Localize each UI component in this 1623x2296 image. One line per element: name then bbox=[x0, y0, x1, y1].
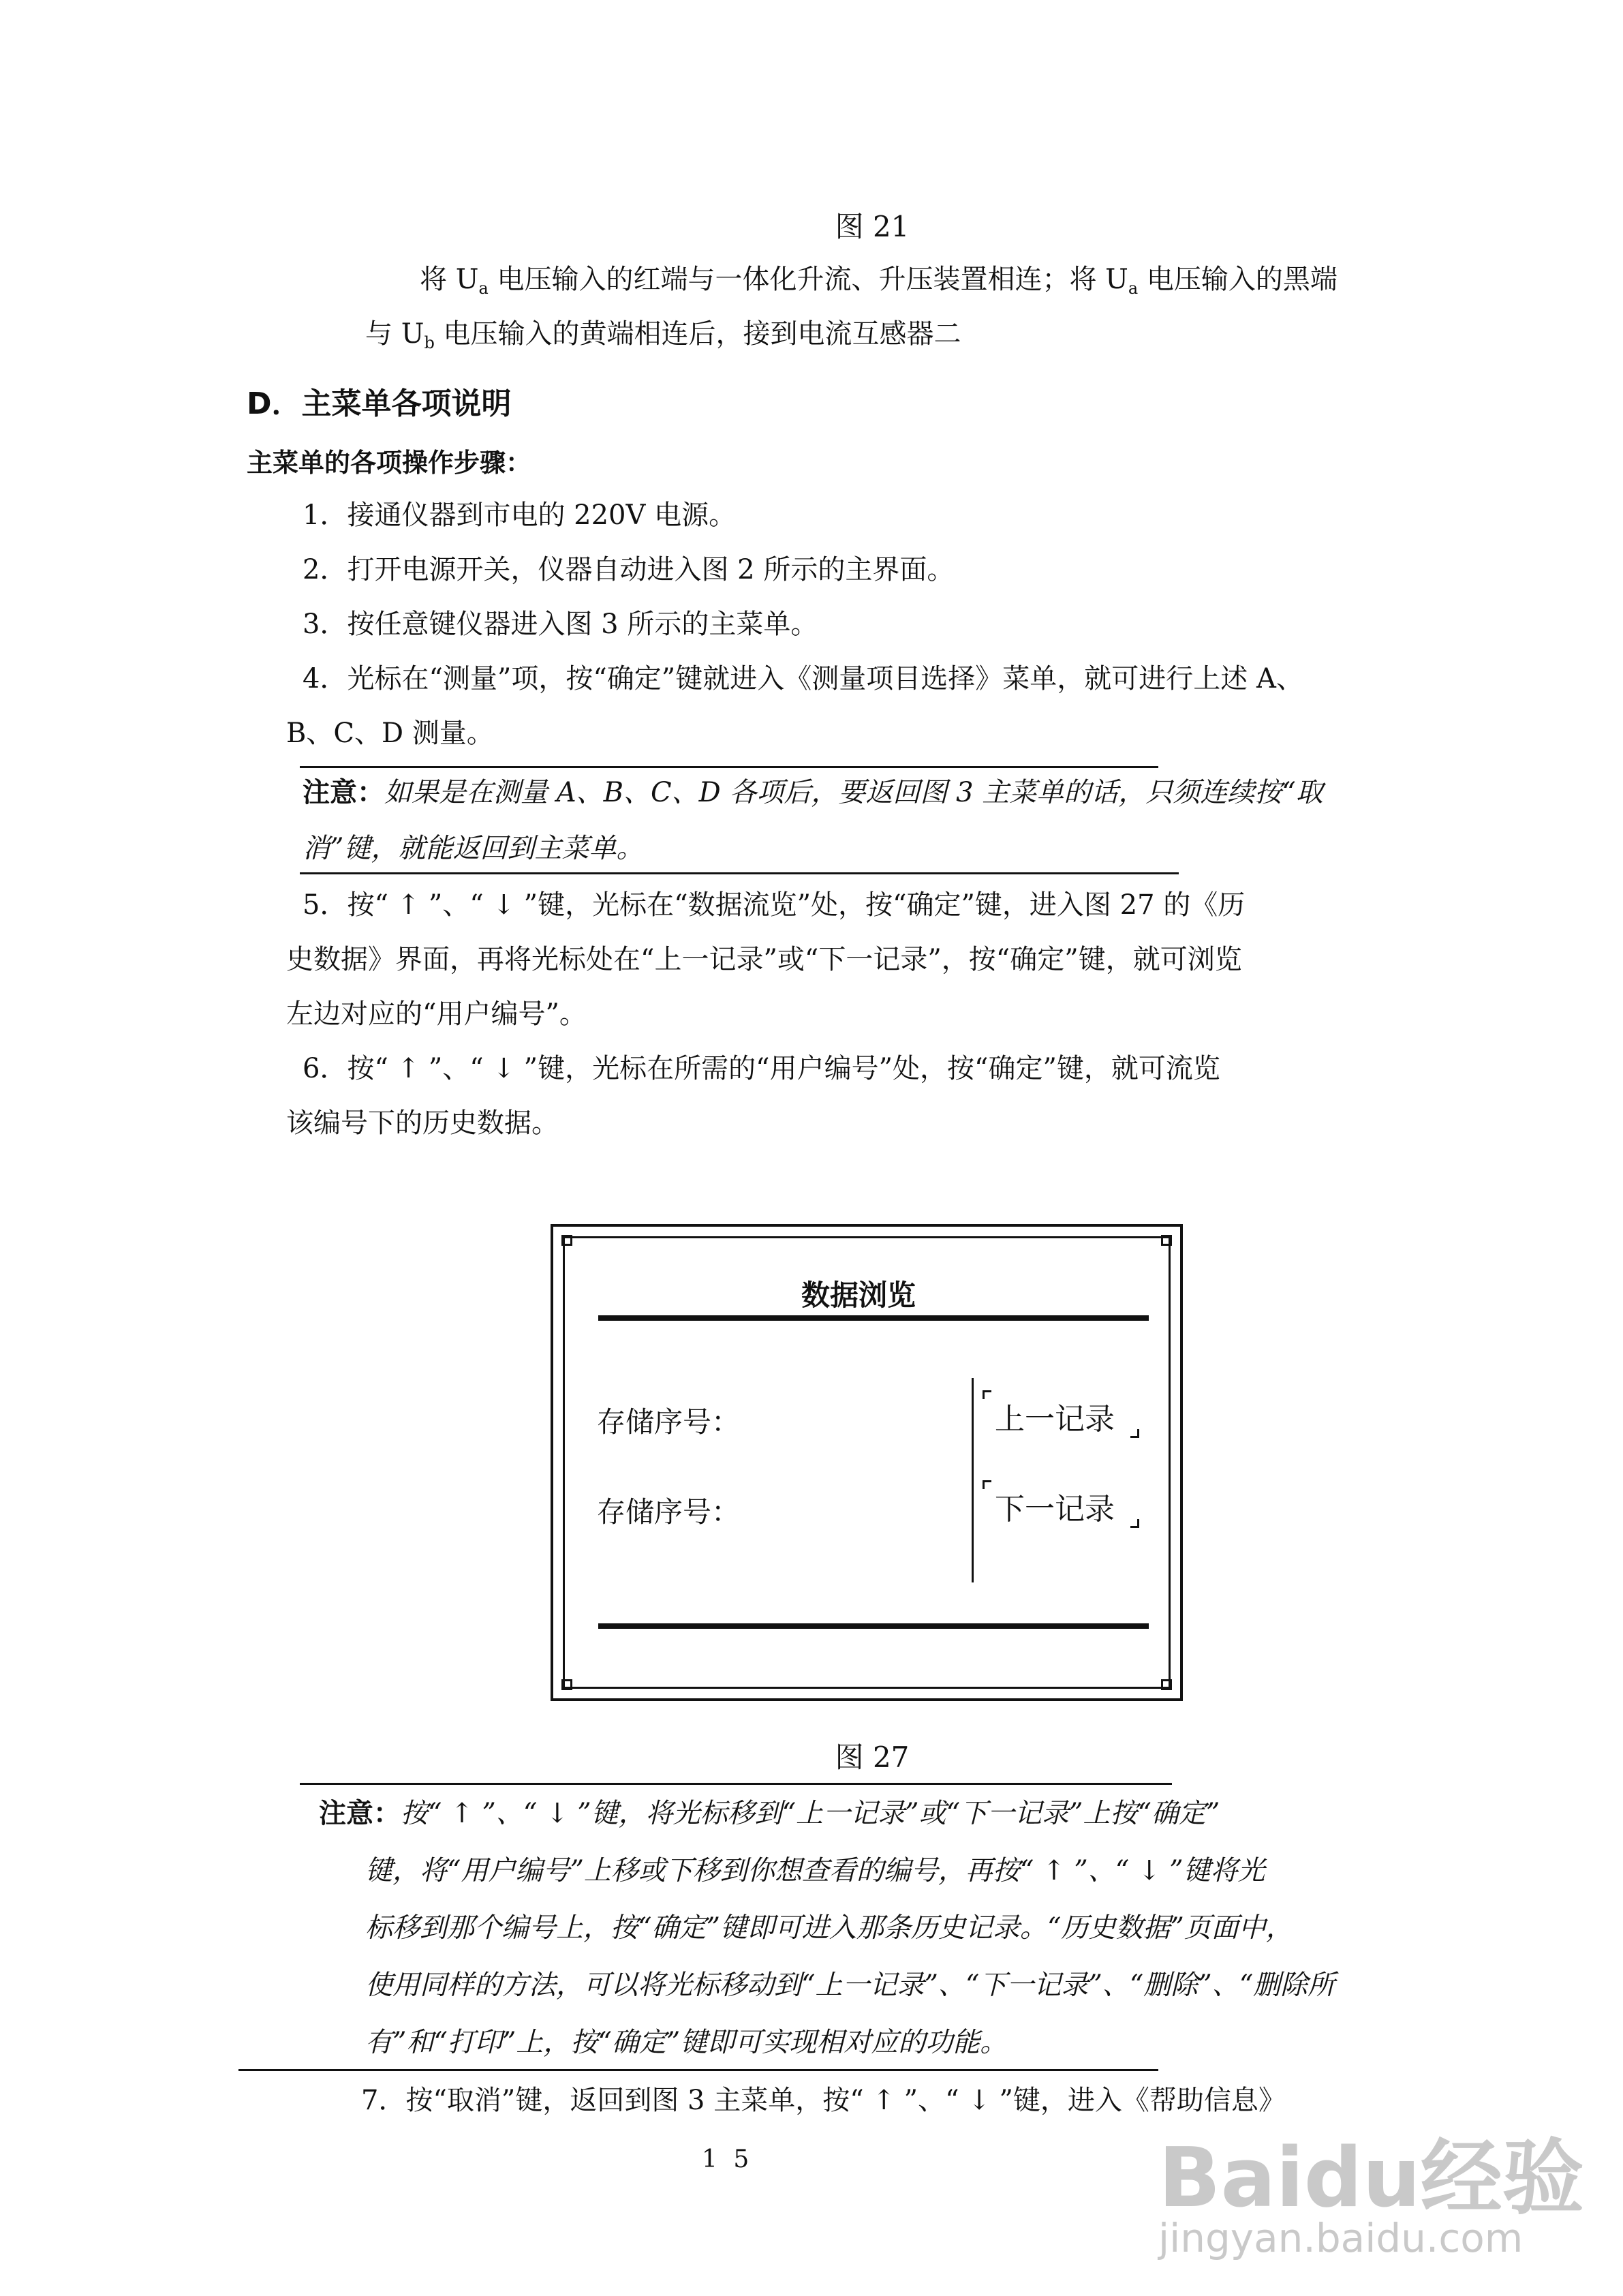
text-span: 电压输入的红端与一体化升流、升压装置相连；将 U bbox=[488, 264, 1128, 295]
corner-ornament bbox=[559, 1672, 579, 1693]
step-5-line-1: 5．按“ ↑ ”、“ ↓ ”键，光标在“数据流览”处，按“确定”键，进入图 27 的《历 bbox=[303, 889, 1246, 921]
screen-divider bbox=[972, 1378, 974, 1582]
corner-ornament bbox=[1154, 1232, 1175, 1253]
storage-number-label-2: 存储序号： bbox=[597, 1495, 741, 1529]
corner-ornament bbox=[559, 1232, 579, 1253]
step-3: 3．按任意键仪器进入图 3 所示的主菜单。 bbox=[303, 609, 818, 640]
section-heading: D．主菜单各项说明 bbox=[247, 386, 512, 421]
step-4-line-1: 4．光标在“测量”项，按“确定”键就进入《测量项目选择》菜单，就可进行上述 A、 bbox=[303, 663, 1303, 694]
note-2-line-4: 使用同样的方法，可以将光标移动到“上一记录”、“下一记录”、“删除”、“删除所 bbox=[365, 1970, 1335, 2001]
watermark-url: jingyan.baidu.com bbox=[1158, 2215, 1524, 2261]
step-6-line-1: 6．按“ ↑ ”、“ ↓ ”键，光标在所需的“用户编号”处，按“确定”键，就可流览 bbox=[303, 1053, 1220, 1084]
step-2: 2．打开电源开关，仪器自动进入图 2 所示的主界面。 bbox=[303, 554, 955, 585]
paragraph-ua-line-2 bbox=[365, 315, 961, 362]
step-5-line-2: 史数据》界面，再将光标处在“上一记录”或“下一记录”，按“确定”键，就可浏览 bbox=[286, 944, 1242, 975]
corner-square bbox=[1161, 1235, 1172, 1246]
page-number: 1 5 bbox=[702, 2145, 754, 2173]
note-2-line-2: 键，将“用户编号”上移或下移到你想查看的编号，再按“ ↑ ”、“ ↓ ”键将光 bbox=[365, 1855, 1265, 1886]
bracket-corner bbox=[1130, 1519, 1139, 1528]
subheading: 主菜单的各项操作步骤： bbox=[247, 448, 532, 478]
step-5-line-3: 左边对应的“用户编号”。 bbox=[286, 998, 587, 1030]
screen-bottom-rule bbox=[598, 1623, 1149, 1629]
text-span: 将 U bbox=[420, 264, 479, 295]
text-span: 电压输入的黄端相连后，接到电流互感器二 bbox=[434, 318, 961, 350]
note-top-rule bbox=[300, 1783, 1172, 1785]
subscript: b bbox=[424, 333, 435, 352]
figure-27-caption: 图 27 bbox=[835, 1741, 910, 1774]
prev-record-label: 上一记录 bbox=[995, 1402, 1115, 1437]
text-span: 与 U bbox=[365, 318, 424, 350]
screen-title-underline bbox=[598, 1315, 1149, 1321]
note-2-line-5: 有”和“打印”上，按“确定”键即可实现相对应的功能。 bbox=[365, 2027, 1008, 2058]
note-text: 按“ ↑ ”、“ ↓ ”键，将光标移到“上一记录”或“下一记录”上按“确定” bbox=[401, 1798, 1220, 1829]
note-text: 如果是在测量 A、B、C、D 各项后，要返回图 3 主菜单的话，只须连续按“取 bbox=[384, 777, 1323, 808]
paragraph-ua-line-1 bbox=[420, 260, 1338, 307]
text-span: 电压输入的黑端 bbox=[1138, 264, 1338, 295]
corner-ornament bbox=[1154, 1672, 1175, 1693]
step-1: 1．接通仪器到市电的 220V 电源。 bbox=[303, 500, 737, 531]
prev-record-button[interactable] bbox=[983, 1390, 1139, 1438]
next-record-button[interactable] bbox=[983, 1480, 1139, 1528]
subscript: a bbox=[1128, 279, 1139, 298]
note-2-line-1 bbox=[319, 1794, 1220, 1833]
note-bottom-rule bbox=[238, 2069, 1158, 2071]
step-7: 7．按“取消”键，返回到图 3 主菜单，按“ ↑ ”、“ ↓ ”键，进入《帮助信息》 bbox=[361, 2085, 1286, 2116]
note-1-line-2: 消”键，就能返回到主菜单。 bbox=[303, 833, 644, 864]
corner-square bbox=[561, 1679, 572, 1690]
step-4-line-2: B、C、D 测量。 bbox=[286, 718, 494, 749]
storage-number-label-1: 存储序号： bbox=[597, 1405, 741, 1439]
note-2-line-3: 标移到那个编号上，按“确定”键即可进入那条历史记录。“历史数据”页面中， bbox=[365, 1912, 1293, 1944]
watermark-brand: Baidu经验 bbox=[1158, 2131, 1584, 2226]
figure-21-caption: 图 21 bbox=[835, 210, 910, 243]
subscript: a bbox=[478, 279, 489, 298]
bracket-corner bbox=[1130, 1429, 1139, 1438]
corner-square bbox=[1161, 1679, 1172, 1690]
note-1-line-1 bbox=[303, 773, 1323, 812]
next-record-label: 下一记录 bbox=[995, 1492, 1115, 1527]
note-label: 注意： bbox=[303, 776, 384, 808]
screen-title: 数据浏览 bbox=[801, 1279, 916, 1312]
corner-square bbox=[561, 1235, 572, 1246]
step-6-line-2: 该编号下的历史数据。 bbox=[286, 1107, 559, 1139]
note-label: 注意： bbox=[319, 1797, 401, 1829]
note-top-rule bbox=[300, 766, 1158, 768]
note-bottom-rule bbox=[300, 872, 1179, 874]
